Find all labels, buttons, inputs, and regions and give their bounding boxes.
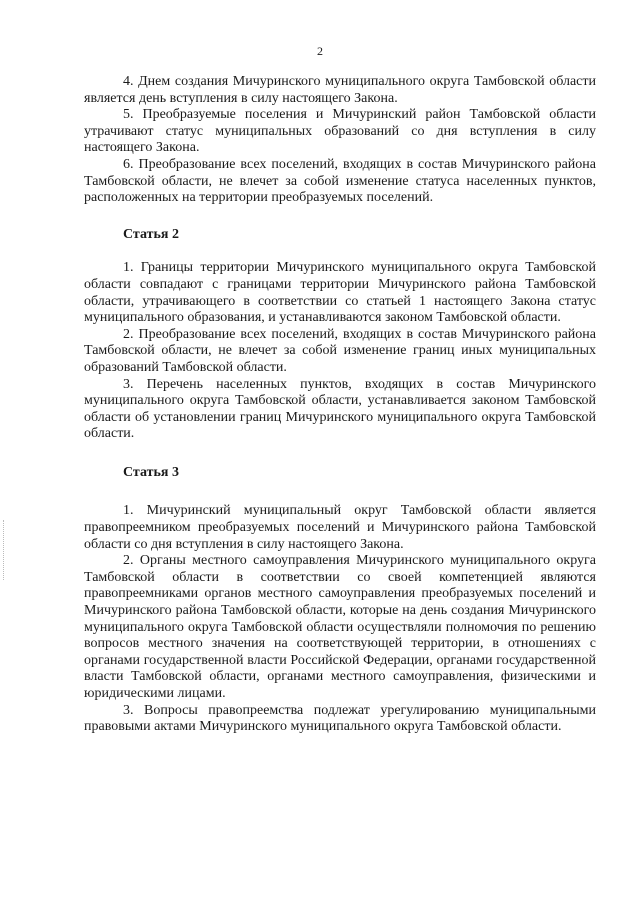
paragraph: 1. Границы территории Мичуринского муниципального округа Тамбовской области совпадают с границами территории Мичуринского района Тамбовской области, утрачивающего в соответствии со статьей 1 настоящего Закона статус муниципального образования, и устанавливаются законом Тамбовской области. (84, 260, 596, 326)
document-body (84, 74, 596, 736)
paragraph: 6. Преобразование всех поселений, входящих в состав Мичуринского района Тамбовской области, не влечет за собой изменение статуса населенных пунктов, расположенных на территории преобразуемых поселений. (84, 156, 596, 206)
paragraph: 3. Перечень населенных пунктов, входящих в состав Мичуринского муниципального округа Тамбовской области, устанавливается законом Тамбовской области об установлении границ Мичуринского муниципального округа Тамбовской области. (84, 376, 596, 442)
page-number: 2 (317, 44, 323, 58)
paragraph: 3. Вопросы правопреемства подлежат урегулированию муниципальными правовыми актами Мичуринского муниципального округа Тамбовской области. (84, 702, 596, 735)
paragraph: 4. Днем создания Мичуринского муниципального округа Тамбовской области является день вступления в силу настоящего Закона. (84, 74, 596, 106)
paragraph: 2. Органы местного самоуправления Мичуринского муниципального округа Тамбовской области в соответствии со своей компетенцией являются правопреемниками органов местного самоуправления преобразуемых поселений и Мичуринского района Тамбовской области, которые на день создания Мичуринского муниципального округа Тамбовской области осуществляли полномочия по решению вопросов местного значения на соответствующей территории, в отношениях с органами государственной власти Российской Федерации, органами государственной власти Тамбовской области, органами местного самоуправления, физическими и юридическими лицами. (84, 553, 596, 701)
article-heading: Статья 2 (123, 226, 179, 242)
paragraph: 1. Мичуринский муниципальный округ Тамбовской области является правопреемником преобразуемых поселений и Мичуринского района Тамбовской области со дня вступления в силу настоящего Закона. (84, 503, 596, 552)
scan-margin-marks (3, 520, 6, 580)
paragraph: 5. Преобразуемые поселения и Мичуринский район Тамбовской области утрачивают статус муниципальных образований со дня вступления в силу настоящего Закона. (84, 107, 596, 156)
article-heading: Статья 3 (123, 464, 179, 480)
paragraph: 2. Преобразование всех поселений, входящих в состав Мичуринского района Тамбовской области, не влечет за собой изменение границ иных муниципальных образований Тамбовской области. (84, 326, 596, 375)
